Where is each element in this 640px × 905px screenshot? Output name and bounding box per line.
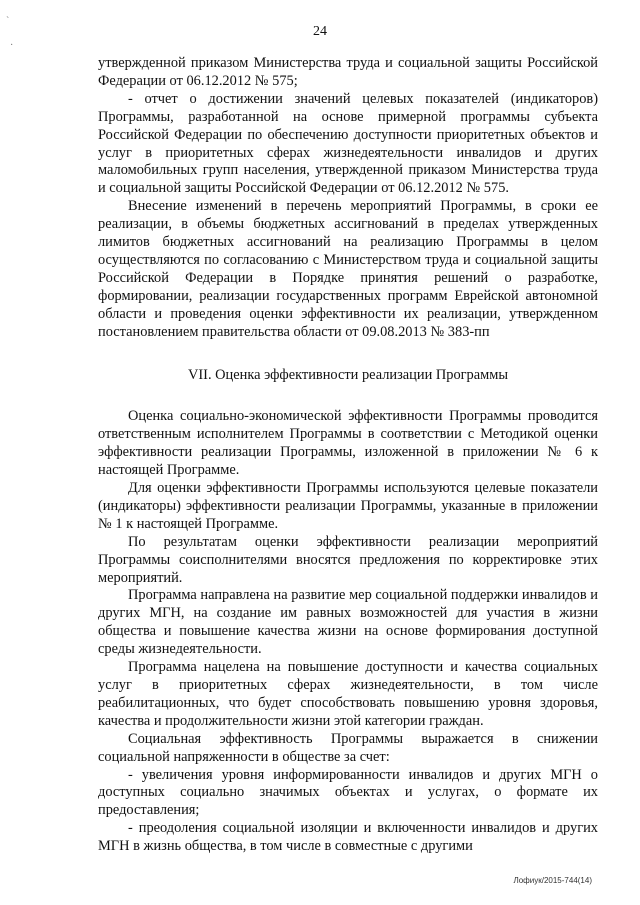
document-footer-code: Лофиук/2015-744(14) — [513, 876, 592, 885]
section-heading: VII. Оценка эффективности реализации Программы — [187, 366, 509, 383]
paragraph-indicators: Для оценки эффективности Программы используются целевые показатели (индикаторы) эффективности реализации Программы, указанные в приложении № 1 к настоящей Программе. — [98, 480, 598, 532]
paragraph-amendments: Внесение изменений в перечень мероприятий Программы, в сроки ее реализации, в объемы бюджетных ассигнований в пределах утвержденных лимитов бюджетных ассигнований на реализацию Программы в целом осуществляются по согласованию с Министерством труда и социальной защиты Российской Федерации в Порядке принятия решений о разработке, формировании, реализации государственных программ Еврейской автономной области и проведения оценки эффективности их реализации, утвержденном постановлением правительства области от 09.08.2013 № 383-пп — [98, 198, 598, 340]
scan-mark-top-left: ˋ — [6, 16, 10, 27]
paragraph-social-effect: Социальная эффективность Программы выражается в снижении социальной напряженности в обществе за счет: — [98, 730, 598, 765]
paragraph-evaluation: Оценка социально-экономической эффективности Программы проводится ответственным исполнителем Программы в соответствии с Методикой оценки эффективности реализации Программы, изложенной в приложении № 6 к настоящей Программе. — [98, 408, 598, 479]
paragraph-program-direction: Программа направлена на развитие мер социальной поддержки инвалидов и других МГН, на создание им равных возможностей для участия в жизни общества и повышение качества жизни на основе формирования доступной среды жизнедеятельности. — [98, 587, 598, 658]
paragraph-continuation: утвержденной приказом Министерства труда и социальной защиты Российской Федерации от 06.12.2012 № 575; — [98, 55, 598, 89]
list-item-awareness: - увеличения уровня информированности инвалидов и других МГН о доступных социально значимых объектах и услугах, о формате их предоставления; — [98, 766, 598, 819]
scan-mark-left: · — [10, 40, 14, 51]
paragraph-report-item: - отчет о достижении значений целевых показателей (индикаторов) Программы, разработанной на основе примерной программы субъекта Российской Федерации по обеспечению доступности приоритетных объектов и услуг в приоритетных сферах жизнедеятельности инвалидов и других маломобильных групп населения, утвержденной приказом Министерства труда и социальной защиты Российской Федерации от 06.12.2012 № 575. — [98, 90, 598, 197]
list-item-isolation: - преодоления социальной изоляции и включенности инвалидов и других МГН в жизнь общества, в том числе в совместные с другими — [98, 820, 598, 855]
page-number: 24 — [313, 24, 327, 39]
document-body — [98, 55, 598, 856]
paragraph-program-aim: Программа нацелена на повышение доступности и качества социальных услуг в приоритетных сферах жизнедеятельности, в том числе реабилитационных, что будет способствовать повышению уровня здоровья, качества и продолжительности жизни этой категории граждан. — [98, 659, 598, 729]
paragraph-results: По результатам оценки эффективности реализации мероприятий Программы соисполнителями вносятся предложения по корректировке этих мероприятий. — [98, 533, 598, 586]
